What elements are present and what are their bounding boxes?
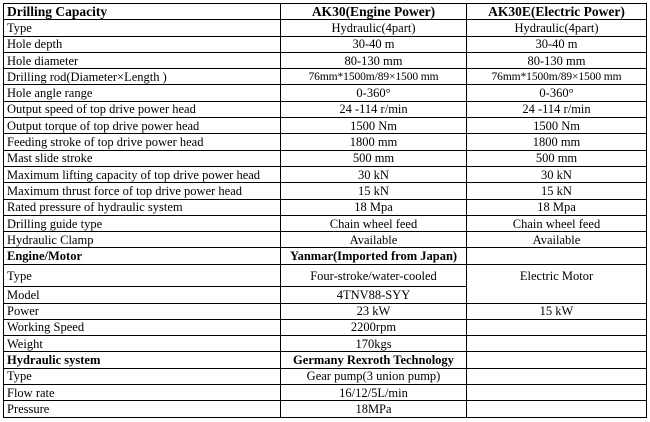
spec-label: Hole diameter: [4, 52, 281, 68]
spec-label: Type: [4, 368, 281, 384]
ak30-value: 2200rpm: [281, 319, 467, 335]
table-header-row: [4, 4, 647, 20]
spec-label: Flow rate: [4, 385, 281, 401]
spec-label: Output torque of top drive power head: [4, 118, 281, 134]
table-row: [4, 85, 647, 101]
spec-label: Rated pressure of hydraulic system: [4, 199, 281, 215]
ak30e-value: 76mm*1500m/89×1500 mm: [467, 69, 647, 85]
ak30e-value: Available: [467, 232, 647, 248]
table-row: [4, 118, 647, 134]
spec-label: Hole angle range: [4, 85, 281, 101]
ak30-value: 30-40 m: [281, 36, 467, 52]
section-title-engine: Engine/Motor: [4, 248, 281, 264]
ak30e-value: 30 kN: [467, 166, 647, 182]
spec-label: Drilling guide type: [4, 215, 281, 231]
table-row: [4, 199, 647, 215]
ak30e-value: 18 Mpa: [467, 199, 647, 215]
spec-label: Type: [4, 264, 281, 287]
table-row: [4, 166, 647, 182]
ak30e-value: Chain wheel feed: [467, 215, 647, 231]
table-row: [4, 287, 647, 303]
ak30e-value: 1800 mm: [467, 134, 647, 150]
ak30e-value: 1500 Nm: [467, 118, 647, 134]
empty-cell: [467, 368, 647, 384]
spec-label: Mast slide stroke: [4, 150, 281, 166]
ak30e-value: 0-360°: [467, 85, 647, 101]
spec-label: Power: [4, 303, 281, 319]
table-row: [4, 150, 647, 166]
spec-table-body: [4, 4, 647, 418]
table-row: [4, 385, 647, 401]
spec-label: Type: [4, 20, 281, 36]
ak30-value: 18 Mpa: [281, 199, 467, 215]
spec-label: Drilling rod(Diameter×Length ): [4, 69, 281, 85]
ak30-value: 80-130 mm: [281, 52, 467, 68]
table-row: [4, 36, 647, 52]
ak30-value: Four-stroke/water-cooled: [281, 264, 467, 287]
ak30-value: 76mm*1500m/89×1500 mm: [281, 69, 467, 85]
section-header-engine: [4, 248, 647, 264]
ak30-value: 500 mm: [281, 150, 467, 166]
spec-label: Hydraulic Clamp: [4, 232, 281, 248]
empty-cell: [467, 319, 647, 335]
spec-label: Model: [4, 287, 281, 303]
ak30-value: 4TNV88-SYY: [281, 287, 467, 303]
ak30-value: 24 -114 r/min: [281, 101, 467, 117]
hydraulic-brand: Germany Rexroth Technology: [281, 352, 467, 368]
section-header-hydraulic: [4, 352, 647, 368]
empty-cell: [467, 248, 647, 264]
empty-cell: [467, 401, 647, 417]
section-title-hydraulic: Hydraulic system: [4, 352, 281, 368]
spec-label: Weight: [4, 336, 281, 352]
spec-label: Hole depth: [4, 36, 281, 52]
ak30-value: 0-360°: [281, 85, 467, 101]
spec-label: Feeding stroke of top drive power head: [4, 134, 281, 150]
ak30-value: Chain wheel feed: [281, 215, 467, 231]
ak30-value: 15 kN: [281, 183, 467, 199]
ak30e-value: 30-40 m: [467, 36, 647, 52]
ak30-value: 23 kW: [281, 303, 467, 319]
ak30e-value: 15 kW: [467, 303, 647, 319]
column-header-ak30e: AK30E(Electric Power): [467, 4, 647, 20]
ak30e-value: 15 kN: [467, 183, 647, 199]
table-row: [4, 368, 647, 384]
empty-cell: [467, 287, 647, 303]
table-row: [4, 52, 647, 68]
ak30-value: 16/12/5L/min: [281, 385, 467, 401]
ak30-value: 30 kN: [281, 166, 467, 182]
table-row: [4, 336, 647, 352]
empty-cell: [467, 385, 647, 401]
ak30e-value: 24 -114 r/min: [467, 101, 647, 117]
ak30e-value: Hydraulic(4part): [467, 20, 647, 36]
engine-brand: Yanmar(Imported from Japan): [281, 248, 467, 264]
ak30e-value: 500 mm: [467, 150, 647, 166]
table-row: [4, 20, 647, 36]
table-row: [4, 319, 647, 335]
table-row: [4, 264, 647, 287]
table-row: [4, 215, 647, 231]
table-row: [4, 134, 647, 150]
spec-label: Maximum lifting capacity of top drive power head: [4, 166, 281, 182]
empty-cell: [467, 352, 647, 368]
table-row: [4, 401, 647, 417]
spec-table: [3, 3, 647, 418]
ak30e-value: Electric Motor: [467, 264, 647, 287]
table-row: [4, 183, 647, 199]
spec-label: Working Speed: [4, 319, 281, 335]
table-row: [4, 232, 647, 248]
table-row: [4, 303, 647, 319]
column-header-ak30: AK30(Engine Power): [281, 4, 467, 20]
ak30-value: Available: [281, 232, 467, 248]
table-row: [4, 101, 647, 117]
empty-cell: [467, 336, 647, 352]
ak30-value: Hydraulic(4part): [281, 20, 467, 36]
ak30-value: 18MPa: [281, 401, 467, 417]
spec-label: Output speed of top drive power head: [4, 101, 281, 117]
ak30-value: 1800 mm: [281, 134, 467, 150]
ak30-value: Gear pump(3 union pump): [281, 368, 467, 384]
table-row: [4, 69, 647, 85]
spec-label: Pressure: [4, 401, 281, 417]
ak30e-value: 80-130 mm: [467, 52, 647, 68]
column-header-drilling-capacity: Drilling Capacity: [4, 4, 281, 20]
ak30-value: 170kgs: [281, 336, 467, 352]
ak30-value: 1500 Nm: [281, 118, 467, 134]
spec-label: Maximum thrust force of top drive power head: [4, 183, 281, 199]
